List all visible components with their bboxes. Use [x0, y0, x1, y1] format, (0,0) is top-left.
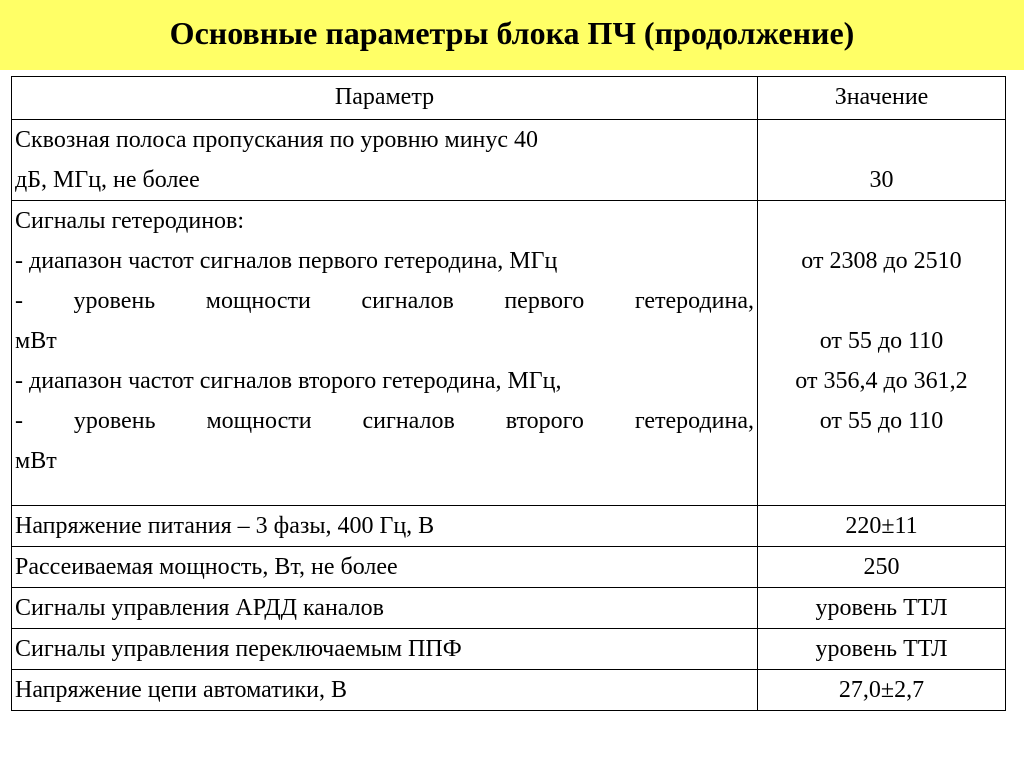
- row-param: Напряжение цепи автоматики, В: [12, 670, 758, 711]
- bandwidth-value: 30: [869, 167, 894, 193]
- page-title: Основные параметры блока ПЧ (продолжение): [169, 15, 855, 51]
- table-row-bandwidth: [12, 120, 1006, 201]
- lo-heading: Сигналы гетеродинов:: [15, 208, 245, 234]
- lo1-power-label-line1: - уровень мощности сигналов первого гетеродина,: [15, 288, 754, 314]
- bandwidth-param-line1: Сквозная полоса пропускания по уровню минус 40: [15, 127, 539, 153]
- table-row: [12, 670, 1006, 711]
- lo2-power-label-line1: - уровень мощности сигналов второго гетеродина,: [15, 408, 754, 434]
- lo-param-cell: [12, 201, 758, 506]
- lo2-freq-label: - диапазон частот сигналов второго гетеродина, МГц,: [15, 368, 562, 394]
- lo1-power-label-line2: мВт: [15, 328, 57, 354]
- lo1-freq-value: от 2308 до 2510: [801, 248, 962, 274]
- lo2-power-value: от 55 до 110: [819, 408, 944, 434]
- parameters-table: [11, 76, 1006, 711]
- lo2-freq-value: от 356,4 до 361,2: [795, 368, 968, 394]
- table-row-local-oscillators: [12, 201, 1006, 506]
- table-row: [12, 588, 1006, 629]
- row-value: уровень ТТЛ: [758, 629, 1006, 670]
- table-row: [12, 506, 1006, 547]
- bandwidth-value-cell: [758, 120, 1006, 201]
- lo1-freq-label: - диапазон частот сигналов первого гетеродина, МГц: [15, 248, 558, 274]
- row-value: 27,0±2,7: [758, 670, 1006, 711]
- bandwidth-param-line2: дБ, МГц, не более: [15, 167, 200, 193]
- bandwidth-param: [12, 120, 758, 201]
- table-row: [12, 547, 1006, 588]
- table-row: [12, 629, 1006, 670]
- row-value: 250: [758, 547, 1006, 588]
- lo2-power-label-line2: мВт: [15, 448, 57, 474]
- table-header-row: [12, 77, 1006, 120]
- title-bar: [0, 0, 1024, 70]
- lo1-power-value: от 55 до 110: [819, 328, 944, 354]
- lo-value-cell: [758, 201, 1006, 506]
- row-value: 220±11: [758, 506, 1006, 547]
- header-value: Значение: [758, 77, 1006, 120]
- row-param: Сигналы управления переключаемым ППФ: [12, 629, 758, 670]
- row-value: уровень ТТЛ: [758, 588, 1006, 629]
- header-param: Параметр: [12, 77, 758, 120]
- row-param: Рассеиваемая мощность, Вт, не более: [12, 547, 758, 588]
- row-param: Сигналы управления АРДД каналов: [12, 588, 758, 629]
- row-param: Напряжение питания – 3 фазы, 400 Гц, В: [12, 506, 758, 547]
